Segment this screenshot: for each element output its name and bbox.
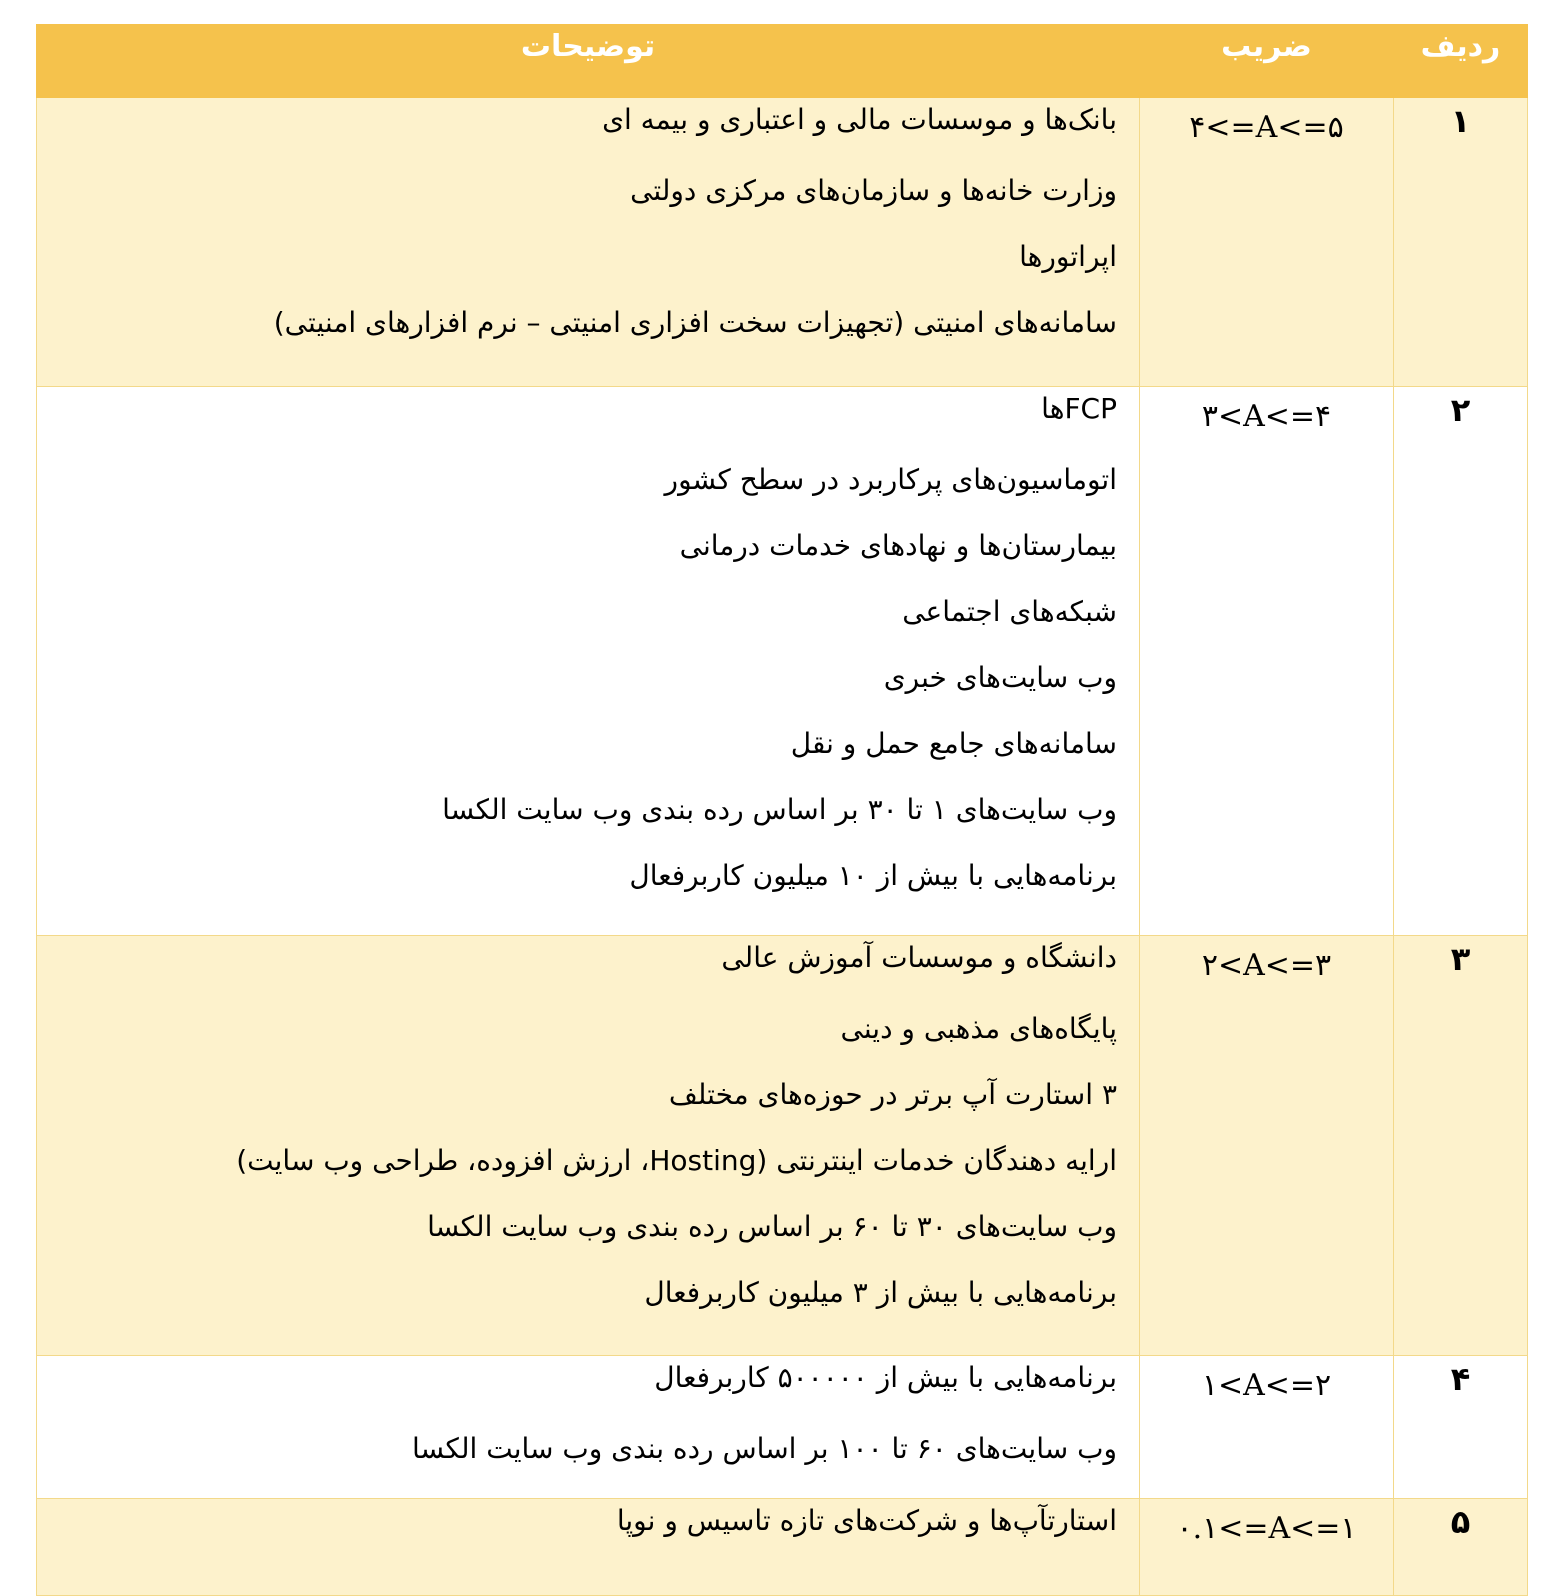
description-cell <box>37 387 1140 936</box>
coefficient-cell: ۳<A<=۴ <box>1140 387 1394 936</box>
description-line: FCPها <box>1041 392 1117 425</box>
description-line: اتوماسیون‌های پرکاربرد در سطح کشور <box>664 463 1117 496</box>
table-row <box>37 1499 1528 1596</box>
table-header <box>37 25 1528 98</box>
description-cell <box>37 1499 1140 1596</box>
description-line: پایگاه‌های مذهبی و دینی <box>840 1012 1117 1045</box>
description-line: برنامه‌هایی با بیش از ۳ میلیون کاربرفعال <box>644 1276 1117 1309</box>
row-number-cell: ۴ <box>1394 1356 1528 1499</box>
coefficient-cell: ۲<A<=۳ <box>1140 936 1394 1356</box>
description-line: بانک‌ها و موسسات مالی و اعتباری و بیمه ای <box>602 103 1117 136</box>
description-line: وزارت خانه‌ها و سازمان‌های مرکزی دولتی <box>630 174 1117 207</box>
description-line: اپراتورها <box>1019 240 1117 273</box>
description-line: دانشگاه و موسسات آموزش عالی <box>721 941 1117 974</box>
description-line: وب سایت‌های خبری <box>883 661 1117 694</box>
description-line: ۳ استارت آپ برتر در حوزه‌های مختلف <box>668 1078 1117 1111</box>
coefficient-cell: ۴<=A<=۵ <box>1140 98 1394 387</box>
row-number-cell: ۲ <box>1394 387 1528 936</box>
header-row-number: ردیف <box>1394 25 1528 98</box>
table-row <box>37 98 1528 387</box>
description-line: برنامه‌هایی با بیش از ۱۰ میلیون کاربرفعال <box>629 859 1117 892</box>
table-row <box>37 936 1528 1356</box>
row-number-cell: ۵ <box>1394 1499 1528 1596</box>
description-line: شبکه‌های اجتماعی <box>902 595 1117 628</box>
table-row <box>37 387 1528 936</box>
table-body <box>37 98 1528 1596</box>
description-line: استارتآپ‌ها و شرکت‌های تازه تاسیس و نوپا <box>616 1504 1117 1537</box>
description-line: وب سایت‌های ۱ تا ۳۰ بر اساس رده بندی وب سایت الکسا <box>442 793 1117 826</box>
description-cell <box>37 936 1140 1356</box>
header-description: توضیحات <box>37 25 1140 98</box>
table-row <box>37 1356 1528 1499</box>
description-line: ارایه دهندگان خدمات اینترنتی (Hosting، ارزش افزوده، طراحی وب سایت) <box>236 1144 1117 1177</box>
row-number-cell: ۳ <box>1394 936 1528 1356</box>
coefficient-cell: ۱<A<=۲ <box>1140 1356 1394 1499</box>
row-number-cell: ۱ <box>1394 98 1528 387</box>
description-line: بیمارستان‌ها و نهادهای خدمات درمانی <box>679 529 1117 562</box>
description-line: وب سایت‌های ۳۰ تا ۶۰ بر اساس رده بندی وب سایت الکسا <box>427 1210 1117 1243</box>
description-line: برنامه‌هایی با بیش از ۵۰۰۰۰۰ کاربرفعال <box>654 1361 1117 1394</box>
description-cell <box>37 98 1140 387</box>
coefficient-cell: ۰.۱<=A<=۱ <box>1140 1499 1394 1596</box>
description-line: وب سایت‌های ۶۰ تا ۱۰۰ بر اساس رده بندی وب سایت الکسا <box>412 1432 1117 1465</box>
description-line: سامانه‌های امنیتی (تجهیزات سخت افزاری امنیتی – نرم افزارهای امنیتی) <box>273 306 1117 339</box>
description-line: سامانه‌های جامع حمل و نقل <box>790 727 1117 760</box>
description-cell <box>37 1356 1140 1499</box>
header-coefficient: ضریب <box>1140 25 1394 98</box>
coefficient-table <box>36 24 1528 1596</box>
